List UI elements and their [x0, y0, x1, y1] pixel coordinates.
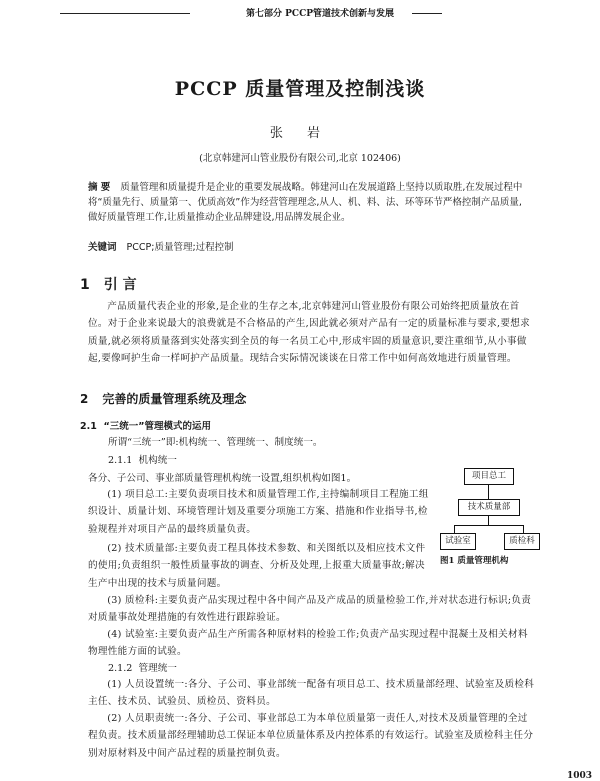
subsection-2-1-2-title: 管理统一	[138, 663, 177, 674]
subsection-2-1-1-title: 机构统一	[138, 455, 177, 466]
paper-title: PCCP 质量管理及控制浅谈	[174, 78, 426, 100]
abstract-label: 摘 要	[88, 182, 111, 193]
org-chart-figure	[440, 468, 538, 568]
affiliation: (北京韩建河山管业股份有限公司,北京 102406)	[199, 153, 401, 164]
header-rule-right	[412, 13, 442, 14]
org-item-3: (3) 质检科:主要负责产品实现过程中各中间产品及产成品的质量检验工作,并对状态进行标识;负责对质量事故处理措施的有效性进行跟踪验证。	[88, 595, 532, 624]
header-rule-left	[60, 13, 190, 14]
org-box-tech-quality: 技术质量部	[458, 499, 520, 516]
keywords-text: PCCP;质量管理;过程控制	[126, 242, 234, 253]
figure-caption: 图1 质量管理机构	[440, 556, 509, 566]
keywords	[88, 240, 528, 255]
section-1-paragraph: 产品质量代表企业的形象,是企业的生存之本,北京韩建河山管业股份有限公司始终把质量放在首位。对于企业来说最大的浪费就是不合格品的产生,因此就必须对产品有一定的质量标准与要求,要想求质量,就必须将质量落到实处落实到全员的每一名员工心中,形成牢固的质量意识,要注重细节,从小事做起,要像呵护生命一样呵护产品质量。现结合实际情况谈谈在日常工作中如何高效地进行质量管理。	[88, 301, 531, 365]
section-2-number: 2	[80, 392, 89, 406]
management-item-2: (2) 人员职责统一:各分、子公司、事业部总工为本单位质量第一责任人,对技术及质量管理的全过程负责。技术质量部经理辅助总工保证本单位质量体系及内控体系的有效运行。试验室及质检科主任分别对原材料及中间产品过程的质量控制负责。	[88, 713, 534, 759]
management-item-1: (1) 人员设置统一:各分、子公司、事业部统一配备有项目总工、技术质量部经理、试验室及质检科主任、技术员、试验员、质检员、资料员。	[88, 679, 535, 708]
org-connector	[488, 484, 489, 499]
subsection-2-1-heading	[80, 418, 211, 432]
org-box-project-engineer: 项目总工	[464, 468, 514, 485]
abstract	[88, 180, 528, 225]
org-connector	[454, 525, 524, 526]
org-connector	[523, 525, 524, 533]
subsection-2-1-2-number: 2.1.2	[108, 663, 133, 674]
author: 张 岩	[269, 126, 331, 141]
subsection-2-1-title: “三统一”管理模式的运用	[103, 421, 211, 432]
subsection-2-1-intro: 所谓“三统一”即:机构统一、管理统一、制度统一。	[108, 437, 323, 448]
org-item-2: (2) 技术质量部:主要负责工程具体技术参数、和关图纸以及相应技术文件的使用;负责组织一般性质量事故的调查、分析及处理,上报重大质量事故;解决生产中出现的技术与质量问题。	[88, 543, 426, 589]
org-connector	[488, 515, 489, 525]
keywords-label: 关键词	[88, 242, 117, 253]
running-header	[60, 6, 540, 20]
header-text: 第七部分 PCCP管道技术创新与发展	[246, 9, 394, 19]
subsection-2-1-1-intro: 各分、子公司、事业部质量管理机构统一设置,组织机构如图1。	[88, 473, 357, 484]
org-item-1: (1) 项目总工:主要负责项目技术和质量管理工作,主持编制项目工程施工组织设计、质量计划、环境管理计划及重要分项施工方案、措施和作业指导书,检验规程并对项目产品的最终质量负责。	[88, 489, 429, 535]
abstract-text: 质量管理和质量提升是企业的重要发展战略。韩建河山在发展道路上坚持以质取胜,在发展过程中将“质量先行、质量第一、优质高效”作为经营管理理念,从人、机、料、法、环等环节严格控制产品质量,做好质量管理工作,让质量推动企业品牌建设,用品牌发展企业。	[88, 182, 523, 223]
page-number: 1003	[566, 771, 592, 781]
org-box-lab: 试验室	[440, 533, 476, 550]
section-2-heading	[80, 390, 246, 407]
section-1-heading	[80, 274, 137, 294]
org-box-inspection: 质检科	[504, 533, 540, 550]
section-1-title: 引 言	[103, 277, 137, 293]
org-item-4: (4) 试验室:主要负责产品生产所需各种原材料的检验工作;负责产品实现过程中混凝土及相关材料物理性能方面的试验。	[88, 629, 528, 658]
subsection-2-1-2-heading	[108, 660, 177, 674]
subsection-2-1-number: 2.1	[80, 421, 97, 432]
subsection-2-1-1-number: 2.1.1	[108, 455, 133, 466]
subsection-2-1-1-heading	[108, 452, 177, 466]
org-connector	[454, 525, 455, 533]
section-2-title: 完善的质量管理系统及理念	[102, 392, 247, 406]
section-1-number: 1	[80, 277, 90, 293]
